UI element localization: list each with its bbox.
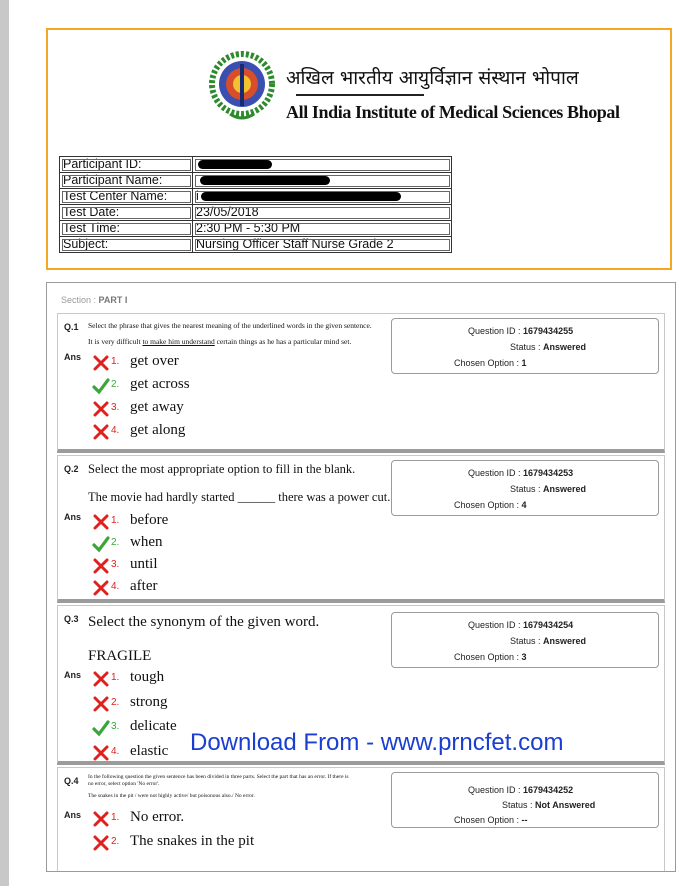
info-value: 2:30 PM - 5:30 PM bbox=[193, 221, 452, 237]
question-word: FRAGILE bbox=[88, 648, 152, 664]
header-card bbox=[46, 28, 672, 270]
status-value: Answered bbox=[543, 342, 587, 352]
answer-label: Ans bbox=[64, 810, 82, 820]
cross-icon bbox=[92, 579, 110, 597]
cross-icon bbox=[92, 810, 110, 828]
option-number: 1. bbox=[111, 515, 120, 526]
table-row bbox=[60, 221, 452, 237]
cross-icon bbox=[92, 400, 110, 418]
institute-english-title: All India Institute of Medical Sciences Bhopal bbox=[286, 102, 620, 122]
question-id: 1679434253 bbox=[523, 468, 574, 478]
institute-hindi-title: अखिल भारतीय आयुर्विज्ञान संस्थान भोपाल bbox=[286, 67, 579, 89]
info-value-text: i bbox=[196, 189, 199, 203]
redaction-mark bbox=[200, 176, 330, 185]
table-row bbox=[60, 173, 452, 189]
question-id: 1679434254 bbox=[523, 620, 574, 630]
check-icon bbox=[92, 535, 110, 553]
option-text: tough bbox=[130, 669, 165, 685]
cross-icon bbox=[92, 670, 110, 688]
question-info-box: Question ID : 1679434254 Status : Answered Chosen Option : 3 bbox=[391, 612, 659, 668]
section-label: Section : PART I bbox=[61, 295, 128, 305]
option-number: 4. bbox=[111, 425, 120, 436]
check-icon bbox=[92, 377, 110, 395]
info-label: Subject: bbox=[60, 237, 193, 253]
question-number: Q.3 bbox=[64, 614, 79, 624]
option-number: 2. bbox=[111, 537, 120, 548]
option-text: after bbox=[130, 578, 158, 594]
option-number: 3. bbox=[111, 559, 120, 570]
cross-icon bbox=[92, 513, 110, 531]
question-number: Q.4 bbox=[64, 776, 79, 786]
response-sheet-panel[interactable] bbox=[46, 282, 676, 872]
status-value: Answered bbox=[543, 636, 587, 646]
question-id: 1679434255 bbox=[523, 326, 574, 336]
info-value: Nursing Officer Staff Nurse Grade 2 bbox=[193, 237, 452, 253]
chosen-option: -- bbox=[521, 815, 528, 825]
question-sentence: It is very difficult to make him understand certain things as he has a particular mind set. bbox=[88, 337, 352, 346]
aiims-logo-icon bbox=[208, 50, 276, 130]
download-watermark: Download From - www.prncfet.com bbox=[190, 729, 564, 756]
cross-icon bbox=[92, 695, 110, 713]
option-number: 2. bbox=[111, 836, 120, 847]
question-id: 1679434252 bbox=[523, 785, 574, 795]
redaction-mark bbox=[198, 160, 272, 169]
status-value: Answered bbox=[543, 484, 587, 494]
answer-label: Ans bbox=[64, 670, 82, 680]
option-text: delicate bbox=[130, 718, 177, 734]
chosen-option: 1 bbox=[521, 358, 527, 368]
option-text: get over bbox=[130, 353, 179, 369]
info-label: Test Center Name: bbox=[60, 189, 193, 205]
question-text: Select the phrase that gives the nearest meaning of the underlined words in the given sentence. bbox=[88, 321, 372, 330]
option-number: 2. bbox=[111, 696, 120, 708]
option-number: 3. bbox=[111, 721, 120, 732]
option-number: 1. bbox=[111, 356, 120, 367]
option-number: 4. bbox=[111, 745, 120, 757]
option-number: 1. bbox=[111, 672, 120, 683]
option-text: strong bbox=[130, 693, 168, 710]
info-value: 23/05/2018 bbox=[193, 205, 452, 221]
option-number: 4. bbox=[111, 581, 120, 592]
redaction-mark bbox=[201, 192, 401, 201]
chosen-option: 3 bbox=[521, 652, 527, 662]
option-text: until bbox=[130, 556, 158, 572]
table-row bbox=[60, 157, 452, 173]
question-number: Q.2 bbox=[64, 464, 79, 474]
cross-icon bbox=[92, 744, 110, 762]
question-info-box: Question ID : 1679434255 Status : Answered Chosen Option : 1 bbox=[391, 318, 659, 374]
option-number: 3. bbox=[111, 402, 120, 413]
table-row bbox=[60, 237, 452, 253]
question-card bbox=[57, 455, 665, 603]
question-sentence: The snakes in the pit / were not highly active/ but poisonous also./ No error. bbox=[88, 793, 255, 799]
question-card bbox=[57, 313, 665, 453]
left-scrollbar-gutter bbox=[0, 0, 9, 886]
table-row bbox=[60, 189, 452, 205]
question-info-box: Question ID : 1679434252 Status : Not Answered Chosen Option : -- bbox=[391, 772, 659, 828]
status-value: Not Answered bbox=[535, 800, 596, 810]
question-text: Select the most appropriate option to fill in the blank. bbox=[88, 462, 356, 476]
cross-icon bbox=[92, 354, 110, 372]
info-label: Participant Name: bbox=[60, 173, 193, 189]
question-sentence: The movie had hardly started ______ there was a power cut. bbox=[88, 490, 391, 504]
cross-icon bbox=[92, 423, 110, 441]
option-text: get along bbox=[130, 422, 186, 438]
option-text: The snakes in the pit bbox=[130, 833, 255, 849]
cross-icon bbox=[92, 834, 110, 852]
table-row bbox=[60, 205, 452, 221]
answer-label: Ans bbox=[64, 352, 82, 362]
option-text: get away bbox=[130, 399, 184, 415]
option-number: 1. bbox=[111, 812, 120, 823]
answer-label: Ans bbox=[64, 512, 82, 522]
info-value bbox=[193, 173, 452, 189]
question-info-box: Question ID : 1679434253 Status : Answered Chosen Option : 4 bbox=[391, 460, 659, 516]
question-number: Q.1 bbox=[64, 322, 79, 332]
option-text: No error. bbox=[130, 809, 185, 825]
question-card bbox=[57, 767, 665, 872]
info-value bbox=[193, 157, 452, 173]
check-icon bbox=[92, 719, 110, 737]
participant-info-table bbox=[59, 156, 452, 253]
chosen-option: 4 bbox=[521, 500, 527, 510]
question-text: Select the synonym of the given word. bbox=[88, 614, 320, 630]
option-number: 2. bbox=[111, 379, 120, 390]
option-text: elastic bbox=[130, 742, 169, 759]
info-value bbox=[193, 189, 452, 205]
info-label: Test Time: bbox=[60, 221, 193, 237]
option-text: before bbox=[130, 512, 169, 528]
cross-icon bbox=[92, 557, 110, 575]
question-text: In the following question the given sentence has been divided in three parts. Select the part that has an error. If there is no error, select option 'No error'. bbox=[88, 774, 349, 787]
info-label: Participant ID: bbox=[60, 157, 193, 173]
option-text: get across bbox=[130, 376, 190, 392]
info-label: Test Date: bbox=[60, 205, 193, 221]
option-text: when bbox=[130, 534, 163, 550]
title-divider bbox=[296, 94, 424, 96]
